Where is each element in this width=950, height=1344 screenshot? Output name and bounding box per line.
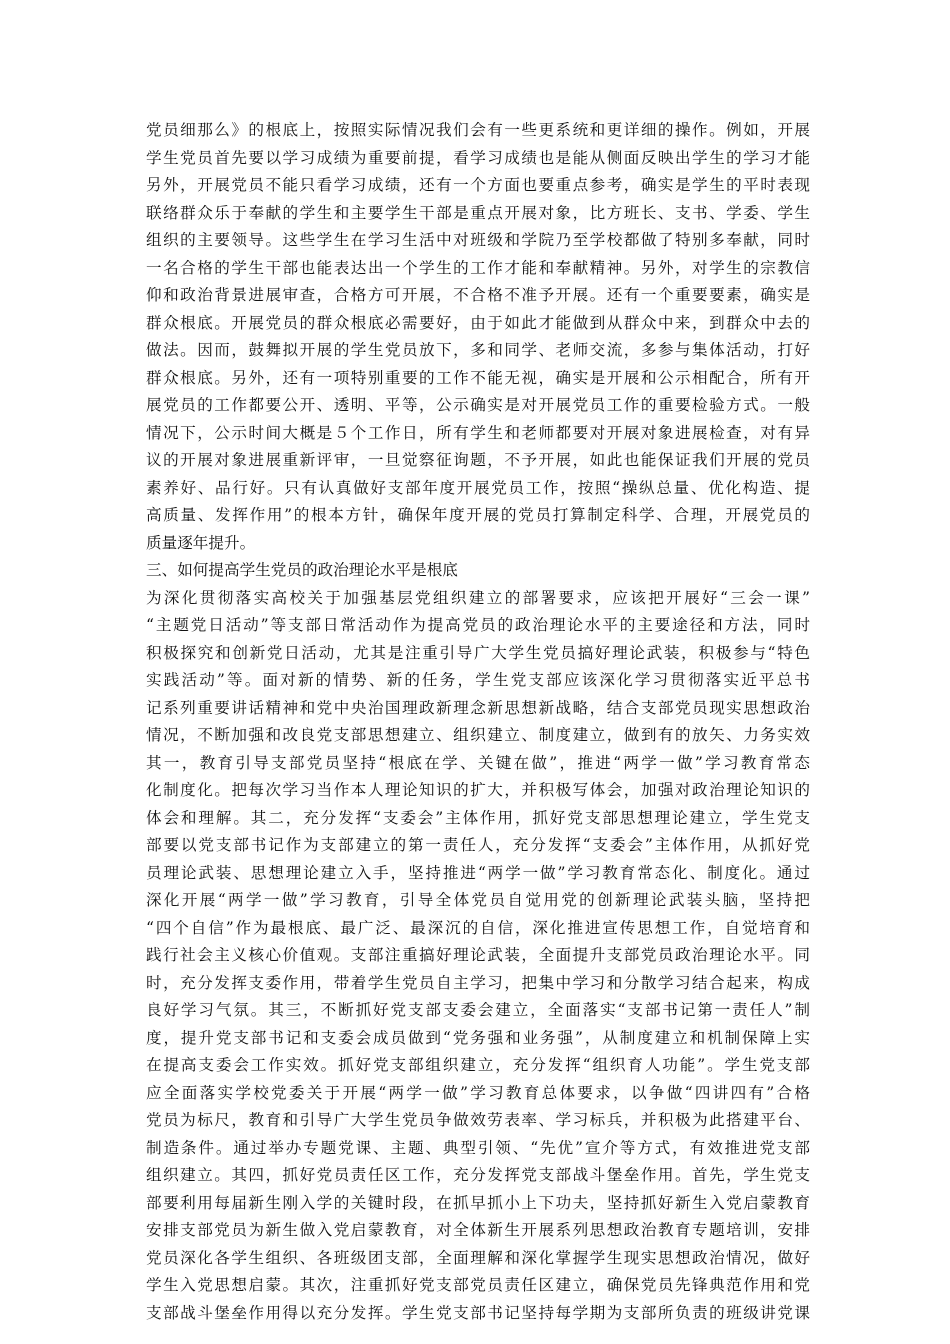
paragraph-line: 议的开展对象进展重新评审，一旦觉察征询题，不予开展，如此也能保证我们开展的党员 bbox=[146, 451, 810, 469]
paragraph-line: 组织建立。其四，抓好党员责任区工作，充分发挥党支部战斗堡垒作用。首先，学生党支 bbox=[146, 1166, 810, 1184]
paragraph-line: 群众根底。另外，还有一项特别重要的工作不能无视，确实是开展和公示相配合，所有开 bbox=[146, 368, 810, 387]
paragraph-line: 支部战斗堡垒作用得以充分发挥。学生党支部书记坚持每学期为支部所负责的班级讲党课 bbox=[146, 1303, 810, 1322]
paragraph-line: 仰和政治背景进展审查，合格方可开展，不合格不准予开展。还有一个重要要素，确实是 bbox=[146, 286, 810, 304]
paragraph-line: 情况下，公示时间大概是５个工作日，所有学生和老师都要对开展对象进展检查，对有异 bbox=[146, 423, 810, 442]
paragraph-line: 情况，不断加强和改良党支部思想建立、组织建立、制度建立，做到有的放矢、力务实效 bbox=[146, 726, 810, 744]
paragraph-line: 为深化贯彻落实高校关于加强基层党组织建立的部署要求，应该把开展好“三会一课” bbox=[146, 588, 810, 607]
section-1-body bbox=[146, 117, 810, 557]
paragraph-line: 学生入党思想启蒙。其次，注重抓好党支部党员责任区建立，确保党员先锋典范作用和党 bbox=[146, 1276, 810, 1294]
paragraph-line: 良好学习气氛。其三，不断抓好党支部支委会建立，全面落实“支部书记第一责任人”制 bbox=[146, 1001, 810, 1019]
paragraph-line: 做法。因而，鼓舞拟开展的学生党员放下，多和同学、老师交流，多参与集体活动，打好 bbox=[146, 341, 810, 359]
paragraph-line: 部要利用每届新生刚入学的关键时段，在抓早抓小上下功夫，坚持抓好新生入党启蒙教育 bbox=[146, 1193, 810, 1212]
paragraph-line: 党员深化各学生组织、各班级团支部，全面理解和深化掌握学生现实思想政治情况，做好 bbox=[146, 1248, 810, 1267]
paragraph-line: 其一，教育引导支部党员坚持“根底在学、关键在做”，推进“两学一做”学习教育常态 bbox=[146, 753, 810, 772]
paragraph-line: 另外，开展党员不能只看学习成绩，还有一个方面也要重点参考，确实是学生的平时表现 bbox=[146, 176, 810, 194]
paragraph-line: 度，提升党支部书记和支委会成员做到“党务强和业务强”，从制度建立和机制保障上实 bbox=[146, 1028, 810, 1047]
paragraph-line: 实践活动”等。面对新的情势、新的任务，学生党支部应该深化学习贯彻落实近平总书 bbox=[146, 671, 810, 689]
paragraph-line: 应全面落实学校党委关于开展“两学一做”学习教育总体要求，以争做“四讲四有”合格 bbox=[146, 1083, 810, 1102]
paragraph-line: 部要以党支部书记作为支部建立的第一责任人，充分发挥“支委会”主体作用，从抓好党 bbox=[146, 836, 810, 854]
paragraph-line: 展党员的工作都要公开、透明、平等，公示确实是对开展党员工作的重要检验方式。一般 bbox=[146, 396, 810, 414]
paragraph-line: 制造条件。通过举办专题党课、主题、典型引领、“先优”宣介等方式，有效推进党支部 bbox=[146, 1138, 810, 1157]
paragraph-line: 素养好、品行好。只有认真做好支部年度开展党员工作，按照“操纵总量、优化构造、提 bbox=[146, 478, 810, 497]
section-heading: 三、如何提高学生党员的政治理论水平是根底 bbox=[146, 561, 458, 579]
paragraph-line: 群众根底。开展党员的群众根底必需要好，由于如此才能做到从群众中来，到群众中去的 bbox=[146, 313, 810, 332]
paragraph-line: 在提高支委会工作实效。抓好党支部组织建立，充分发挥“组织育人功能”。学生党支部 bbox=[146, 1056, 810, 1074]
paragraph-line: 深化开展“两学一做”学习教育，引导全体党员自觉用党的创新理论武装头脑，坚持把 bbox=[146, 891, 810, 909]
paragraph-line: 党员细那么》的根底上，按照实际情况我们会有一些更系统和更详细的操作。例如，开展 bbox=[146, 121, 810, 139]
paragraph-line: 质量逐年提升。 bbox=[146, 533, 256, 552]
section-2-body bbox=[146, 585, 810, 1328]
paragraph-line: 安排支部党员为新生做入党启蒙教育，对全体新生开展系列思想政治教育专题培训，安排 bbox=[146, 1221, 810, 1239]
paragraph-line: 学生党员首先要以学习成绩为重要前提，看学习成绩也是能从侧面反映出学生的学习才能 bbox=[146, 148, 810, 167]
paragraph-line: 组织的主要领导。这些学生在学习生活中对班级和学院乃至学校都做了特别多奉献，同时 bbox=[146, 231, 810, 249]
paragraph-line: 时，充分发挥支委作用，带着学生党员自主学习，把集中学习和分散学习结合起来，构成 bbox=[146, 973, 810, 992]
paragraph-line: 记系列重要讲话精神和党中央治国理政新理念新思想新战略，结合支部党员现实思想政治 bbox=[146, 698, 810, 717]
paragraph-line: 高质量、发挥作用”的根本方针，确保年度开展的党员打算制定科学、合理，开展党员的 bbox=[146, 506, 810, 524]
paragraph-line: 化制度化。把每次学习当作本人理论知识的扩大，并积极写体会，加强对政治理论知识的 bbox=[146, 781, 810, 799]
paragraph-line: 员理论武装、思想理论建立入手，坚持推进“两学一做”学习教育常态化、制度化。通过 bbox=[146, 863, 810, 882]
paragraph-line: 体会和理解。其二，充分发挥“支委会”主体作用，抓好党支部思想理论建立，学生党支 bbox=[146, 808, 810, 827]
paragraph-line: 联络群众乐于奉献的学生和主要学生干部是重点开展对象，比方班长、支书、学委、学生 bbox=[146, 203, 810, 222]
paragraph-line: “主题党日活动”等支部日常活动作为提高党员的政治理论水平的主要途径和方法，同时 bbox=[146, 616, 810, 634]
paragraph-line: 积极探究和创新党日活动，尤其是注重引导广大学生党员搞好理论武装，积极参与“特色 bbox=[146, 643, 810, 662]
paragraph-line: “四个自信”作为最根底、最广泛、最深沉的自信，深化推进宣传思想工作，自觉培育和 bbox=[146, 918, 810, 937]
document-page bbox=[146, 117, 810, 1327]
paragraph-line: 党员为标尺，教育和引导广大学生党员争做效劳表率、学习标兵，并积极为此搭建平台、 bbox=[146, 1111, 810, 1129]
paragraph-line: 践行社会主义核心价值观。支部注重搞好理论武装，全面提升支部党员政治理论水平。同 bbox=[146, 946, 810, 964]
paragraph-line: 一名合格的学生干部也能表达出一个学生的工作才能和奉献精神。另外，对学生的宗教信 bbox=[146, 258, 810, 277]
